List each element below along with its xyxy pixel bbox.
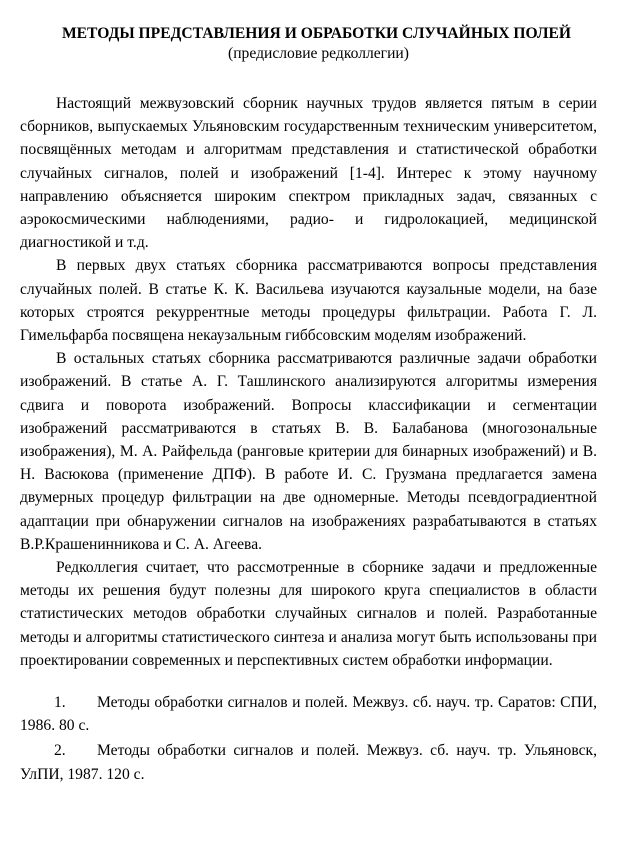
paragraph-processing: В остальных статьях сборника рассматриваются различные задачи обработки изображений. В статье А. Г. Ташлинского анализируются алгоритмы измерения сдвига и поворота изображений. Вопросы классификации и сегментации изображений рассматриваются в статьях В. В. Балабанова (многозональные изображения), М. А. Райфельда (ранговые критерии для бинарных изображений) и В. Н. Васюкова (применение ДПФ). В работе И. С. Грузмана предлагается замена двумерных процедур фильтрации на две одномерные. Методы псевдоградиентной адаптации при обнаружении сигналов на изображениях разрабатываются в статьях В.Р.Крашенинникова и С. А. Агеева. [20,350,597,553]
document-subtitle: (предисловие редколлегии) [228,45,409,62]
document-body [20,92,597,672]
reference-item [20,691,597,737]
reference-text: Методы обработки сигналов и полей. Межвуз. сб. науч. тр. Ульяновск, УлПИ, 1987. 120 с. [20,742,597,783]
reference-number: 1. [54,694,66,712]
reference-text: Методы обработки сигналов и полей. Межвуз. сб. науч. тр. Саратов: СПИ, 1986. 80 с. [20,694,597,735]
paragraph-intro: Настоящий межвузовский сборник научных трудов является пятым в серии сборников, выпускаемых Ульяновским государственным техническим университетом, посвящённых методам и алгоритмам представления и статистической обработки случайных сигналов, полей и изображений [1-4]. Интерес к этому научному направлению объясняется широким спектром прикладных задач, связанных с аэрокосмическими наблюдениями, радио- и гидролокацией, медицинской диагностикой и т.д. [20,95,597,252]
paragraph-representation: В первых двух статьях сборника рассматриваются вопросы представления случайных полей. В статье К. К. Васильева изучаются каузальные модели, на базе которых строятся рекуррентные методы процедуры фильтрации. Работа Г. Л. Гимельфарба посвящена некаузальным гиббсовским моделям изображений. [20,257,597,345]
reference-list [20,691,597,786]
paragraph-conclusion: Редколлегия считает, что рассмотренные в сборнике задачи и предложенные методы их решения будут полезны для широкого круга специалистов в области статистических методов обработки случайных сигналов и полей. Разработанные методы и алгоритмы статистического синтеза и анализа могут быть использованы при проектировании современных и перспективных систем обработки информации. [20,559,597,669]
document-title: МЕТОДЫ ПРЕДСТАВЛЕНИЯ И ОБРАБОТКИ СЛУЧАЙНЫХ ПОЛЕЙ [61,25,572,42]
reference-number: 2. [54,742,66,760]
reference-item [20,739,597,785]
